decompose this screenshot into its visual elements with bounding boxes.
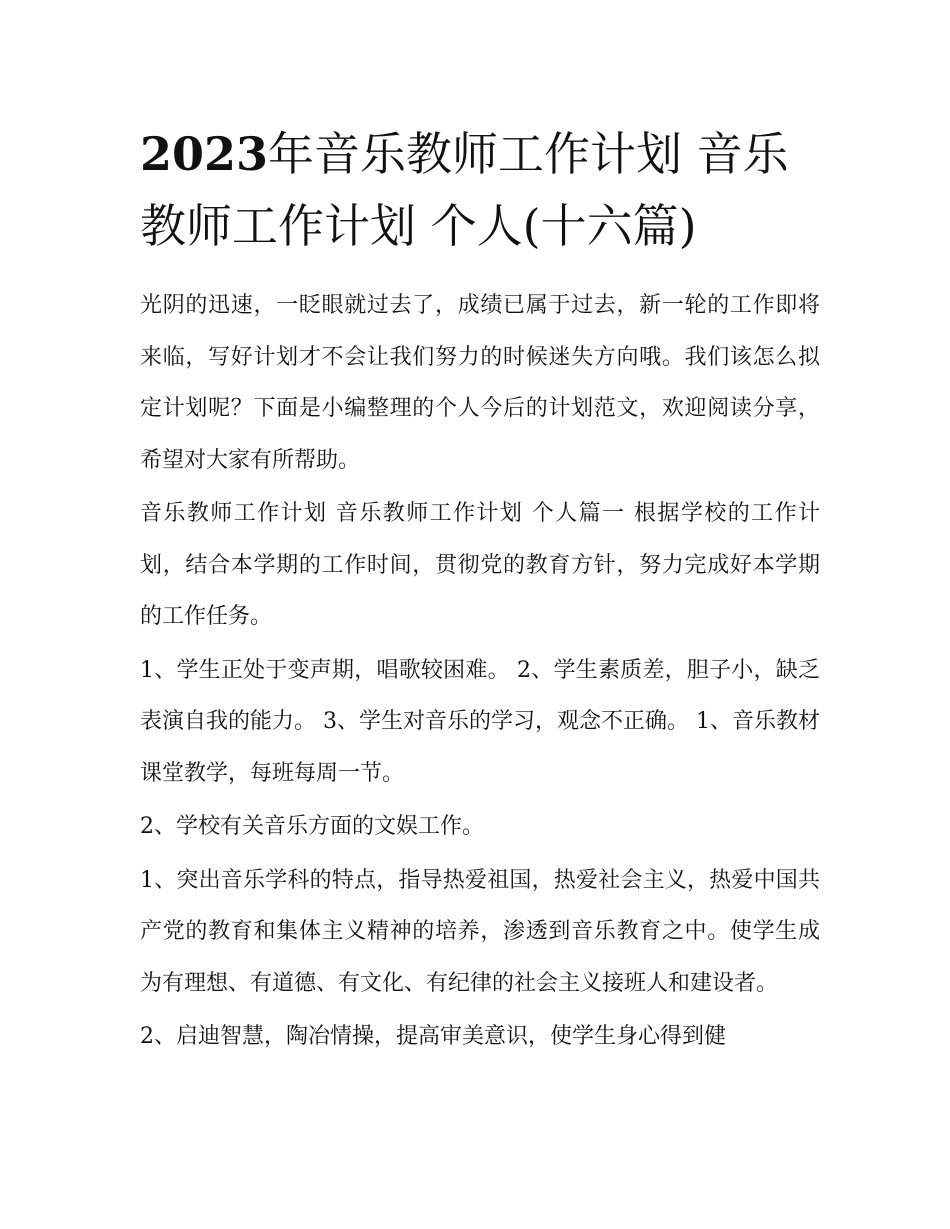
document-title xyxy=(140,118,830,262)
goal-paragraph-2: 2、启迪智慧，陶冶情操，提高审美意识，使学生身心得到健 xyxy=(140,1024,726,1049)
section-intro-paragraph: 音乐教师工作计划 音乐教师工作计划 个人篇一 根据学校的工作计划，结合本学期的工作时间，贯彻党的教育方针，努力完成好本学期的工作任务。 xyxy=(140,501,820,629)
title-year: 2023 xyxy=(140,127,269,181)
student-situation-paragraph: 1、学生正处于变声期，唱歌较困难。 2、学生素质差，胆子小，缺乏表演自我的能力。 3、学生对音乐的学习，观念不正确。 1、音乐教材课堂教学，每班每周一节。 xyxy=(140,657,820,786)
title-text: 年音乐教师工作计划 音乐教师工作计划 个人(十六篇) xyxy=(140,127,789,253)
document-body xyxy=(140,280,820,1065)
task-paragraph: 2、学校有关音乐方面的文娱工作。 xyxy=(140,814,484,839)
goal-paragraph-1: 1、突出音乐学科的特点，指导热爱祖国，热爱社会主义，热爱中国共产党的教育和集体主义精神的培养，渗透到音乐教育之中。使学生成为有理想、有道德、有文化、有纪律的社会主义接班人和建设者。 xyxy=(140,867,820,996)
intro-paragraph: 光阴的迅速，一眨眼就过去了，成绩已属于过去，新一轮的工作即将来临，写好计划才不会让我们努力的时候迷失方向哦。我们该怎么拟定计划呢？下面是小编整理的个人今后的计划范文，欢迎阅读分享，希望对大家有所帮助。 xyxy=(140,293,820,473)
